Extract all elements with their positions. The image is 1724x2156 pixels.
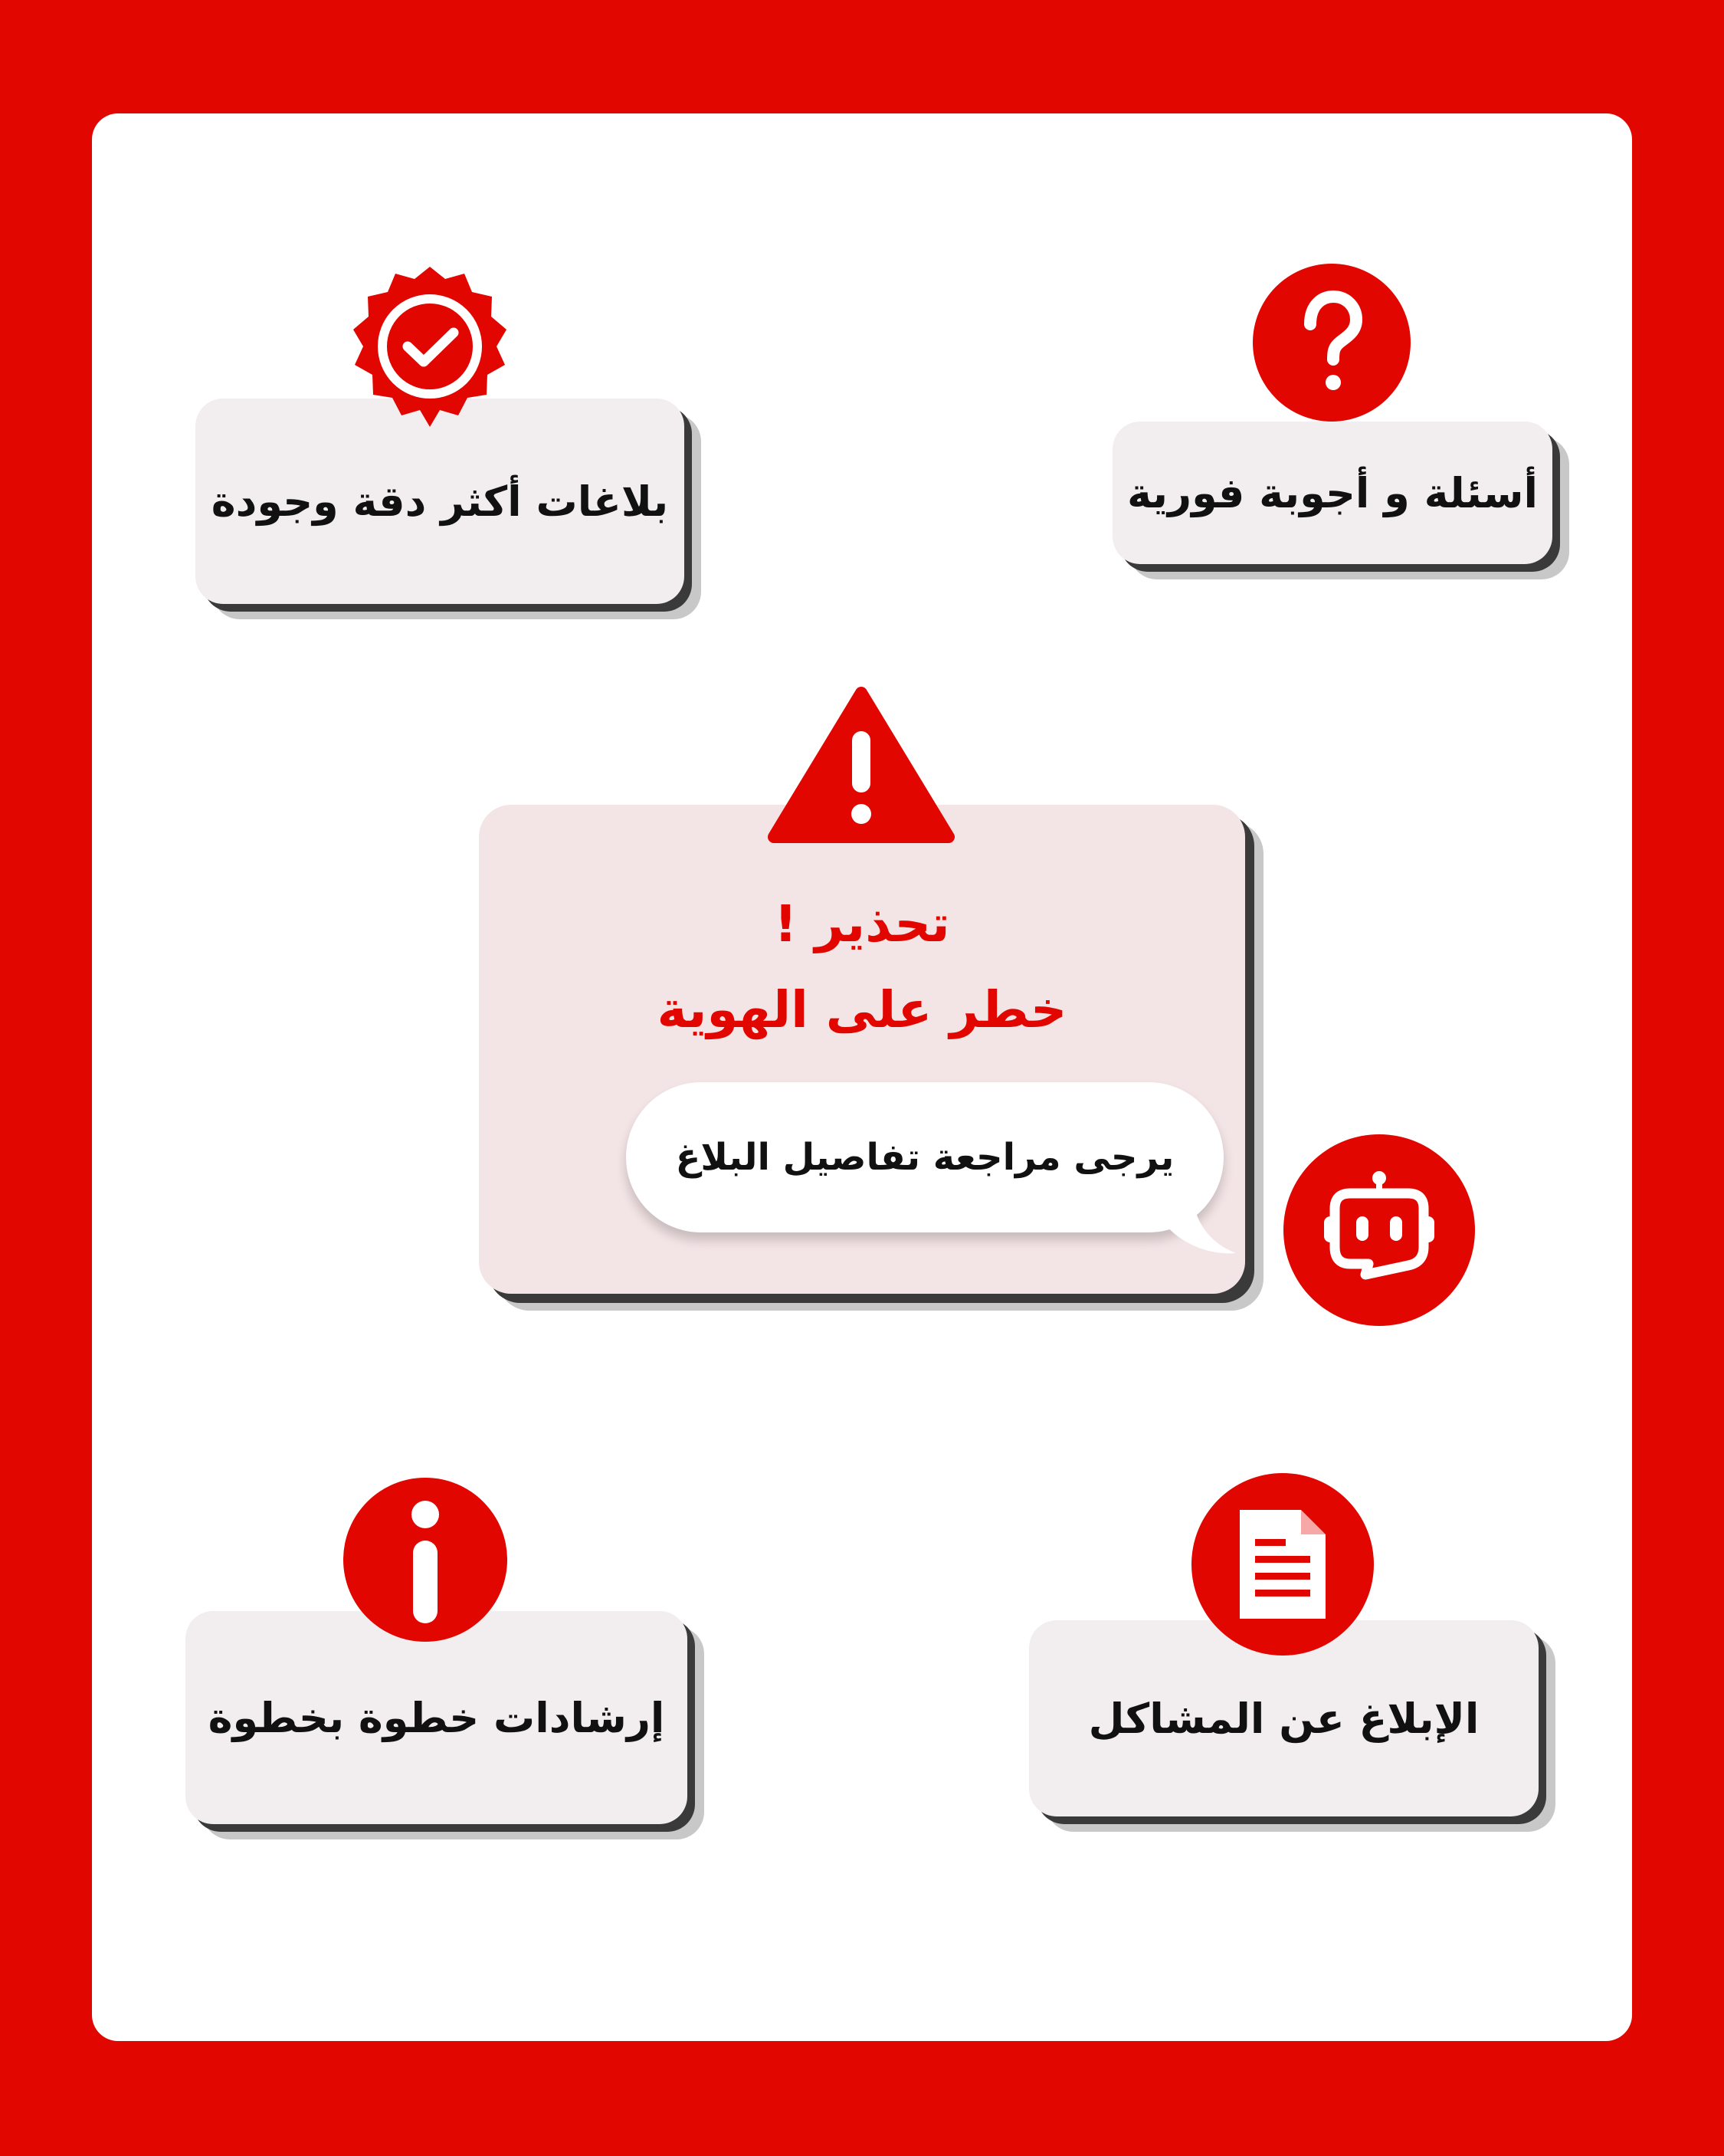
bubble-tail [1161,1188,1237,1257]
warning-title-line2: خطر على الهوية [657,980,1067,1039]
warning-message: يرجى مراجعة تفاصيل البلاغ [675,1136,1175,1179]
warning-title [479,881,1245,1053]
feature-card-step-guidance [185,1611,687,1824]
info-icon [343,1478,507,1642]
document-icon [1191,1473,1374,1656]
question-mark-icon [1253,264,1411,422]
warning-title-line1: تحذير ! [774,894,950,953]
feature-label-instant-qa: أسئلة و أجوبة فورية [1126,468,1539,517]
chatbot-icon [1283,1134,1475,1326]
warning-card [479,805,1245,1294]
warning-message-bubble [626,1082,1224,1232]
feature-label-quality-reports: بلاغات أكثر دقة وجودة [211,477,669,526]
warning-triangle-icon [766,687,956,845]
feature-card-instant-qa [1113,422,1552,564]
feature-label-report-issues: الإبلاغ عن المشاكل [1088,1694,1480,1743]
verified-badge-icon [345,265,515,435]
feature-label-step-guidance: إرشادات خطوة بخطوة [208,1693,665,1742]
